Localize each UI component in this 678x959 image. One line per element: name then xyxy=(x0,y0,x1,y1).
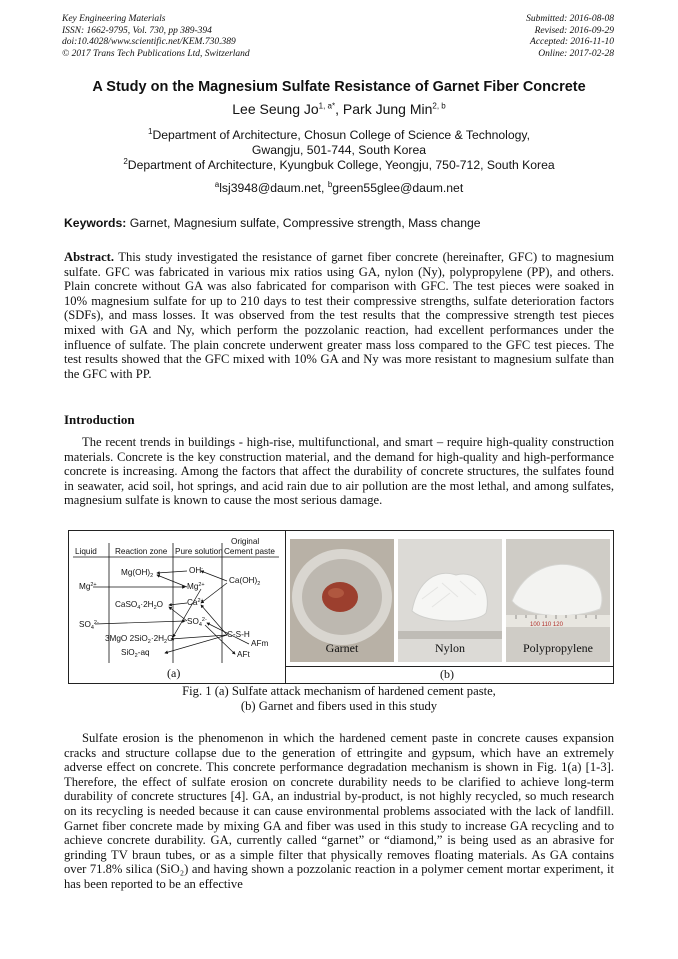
affiliation-1-marker: 1 xyxy=(147,126,153,136)
col-pure-solution: Pure solution xyxy=(175,547,223,556)
affiliation-1-line-2: Gwangju, 501-744, South Korea xyxy=(251,143,427,157)
author-2-marker: 2, b xyxy=(432,101,446,111)
col-original-1: Original xyxy=(231,537,260,546)
photo-nylon xyxy=(398,539,502,662)
photo-garnet xyxy=(290,539,394,662)
affiliation-1-line-1: Department of Architecture, Chosun College of Science & Technology, xyxy=(152,128,531,142)
abstract-label: Abstract. xyxy=(64,250,115,264)
rz-sio2-aq: SiO$_2$-aq xyxy=(121,648,150,659)
col-liquid: Liquid xyxy=(75,547,97,556)
rz-mgoh2: $Mg(OH)_2$ xyxy=(121,568,154,579)
author-emails xyxy=(0,181,678,195)
affiliation-2-marker: 2 xyxy=(123,156,128,166)
introduction-paragraph: The recent trends in buildings - high-rise, multifunctional, and smart – require high-quality construction materials. Concrete is the key construction material, and the demand for high-quality and high-performance concrete is increasing. Among the factors that affect the durability of concrete structures, the sulfates found in seawater, acid soil, hot springs, and acid rain due to air pollution are the most lethal, and among sulfates, magnesium sulfate is known to cause the most serious damage. xyxy=(64,435,614,508)
date-revised: Revised: 2016-09-29 xyxy=(534,25,614,36)
journal-name: Key Engineering Materials xyxy=(62,14,166,24)
keywords xyxy=(64,216,616,230)
photo-label-garnet: Garnet xyxy=(325,641,359,655)
ps-oh: OH- xyxy=(189,566,204,575)
author-1-marker: 1, a* xyxy=(318,101,336,111)
ps-so4: $SO_4^{2-}$ xyxy=(187,617,207,628)
publication-dates xyxy=(526,14,614,60)
body-paragraph-sulfate-erosion: Sulfate erosion is the phenomenon in which the hardened cement paste in concrete causes expansion cracks and structure collapse due to the generation of ettringite and gypsum, which have an extremely adverse effect on concrete. This concrete performance degradation mechanism is shown in Fig. 1(a) [1-3]. Therefore, the effect of sulfate erosion on concrete durability needs to be clarified to achieve long-term durability of concrete structures [4]. GA, an industrial by-product, is not highly recycled, so much research on its recycling is needed because it can cause environmental problems associated with the lack of landfill. Garnet fiber concrete made by mixing GA and fiber was used in this study to increase GA recycling and to achieve concrete durability. GA, currently called “garnet” or “diamond,” is being used as an abrasive for grinding TV braun tubes, or as a simple filter that physically removes floating materials. As GA contains over 71.8% silica (SiO₂) and having shown a pozzolanic reaction in a polymer cement mortar experiment, it has been reported to be an effective xyxy=(64,731,614,891)
section-heading-introduction: Introduction xyxy=(64,412,135,427)
author-list xyxy=(0,101,678,117)
cp-aft: AFt xyxy=(237,650,250,659)
affiliations xyxy=(0,128,678,173)
ps-ca: $Ca^{2+}$ xyxy=(187,598,204,607)
caption-line-1: Fig. 1 (a) Sulfate attack mechanism of hardened cement paste, xyxy=(182,684,496,698)
col-reaction-zone: Reaction zone xyxy=(115,547,168,556)
cp-csh: C-S-H xyxy=(227,630,250,639)
journal-info xyxy=(62,14,250,60)
affiliation-1 xyxy=(0,128,678,143)
col-original-2: Cement paste xyxy=(224,547,275,556)
author-2: Park Jung Min xyxy=(342,101,433,117)
caption-line-2: (b) Garnet and fibers used in this study xyxy=(240,699,438,713)
figure-1b-label: (b) xyxy=(440,667,454,681)
cp-caoh2: $Ca(OH)_2$ xyxy=(229,576,261,587)
photo-label-polypropylene: Polypropylene xyxy=(523,641,593,655)
photo-polypropylene xyxy=(506,539,610,662)
journal-copyright: © 2017 Trans Tech Publications Ltd, Switzerland xyxy=(62,48,250,59)
figure-1b-materials-photos xyxy=(286,531,613,683)
author-1: Lee Seung Jo xyxy=(232,101,319,117)
cp-afm: AFm xyxy=(251,639,269,648)
affiliation-2-text: Department of Architecture, Kyungbuk College, Yeongju, 750-712, South Korea xyxy=(127,158,555,172)
reaction-diagram xyxy=(69,531,285,683)
email-b: green55glee@daum.net xyxy=(332,181,464,195)
journal-doi: doi:10.4028/www.scientific.net/KEM.730.389 xyxy=(62,37,236,47)
abstract xyxy=(64,250,614,381)
author-separator: , xyxy=(335,101,343,117)
ruler-numbers: 100 110 120 xyxy=(530,622,563,628)
ps-mg: $Mg^{2+}$ xyxy=(187,582,205,591)
liq-mg: $Mg^{2+}$ xyxy=(79,582,97,591)
figure-1-caption xyxy=(0,684,678,714)
liq-so4: $SO_4^{2-}$ xyxy=(79,620,99,631)
keywords-text: Garnet, Magnesium sulfate, Compressive strength, Mass change xyxy=(126,216,481,230)
abstract-text: This study investigated the resistance of garnet fiber concrete (hereinafter, GFC) to magnesium sulfate. GFC was fabricated in various mix ratios using GA, nylon (Ny), polypropylene (PP), and others. Plain concrete without GA was also fabricated for comparison with GFC. The test pieces were soaked in 10% magnesium sulfate for up to 210 days to test their compressive strengths, sulfate deterioration factors (SDFs), and mass losses. It was observed from the test results that the compressive strength test pieces mixed with GA and Ny, which perform the pozzolanic reaction, had excellent performances under the influence of sulfate. The plain concrete underwent greater mass loss compared to the GFC test pieces. The test results showed that the GFC mixed with 10% GA and Ny was more resistant to magnesium sulfate than the GFC with PP. xyxy=(64,250,614,381)
figure-1 xyxy=(68,530,614,684)
keywords-label: Keywords: xyxy=(64,216,127,230)
paper-title: A Study on the Magnesium Sulfate Resistance of Garnet Fiber Concrete xyxy=(92,79,586,95)
rz-mgo-sio2: 3MgO $2SiO_2\cdot 2H_2O$ xyxy=(105,634,174,645)
rz-caso4: $CaSO_4\cdot 2H_2O$ xyxy=(115,600,163,611)
photo-label-nylon: Nylon xyxy=(435,641,465,655)
figure-1a-label: (a) xyxy=(167,666,181,680)
date-accepted: Accepted: 2016-11-10 xyxy=(530,37,614,47)
affiliation-2 xyxy=(0,158,678,173)
email-a: lsj3948@daum.net, xyxy=(219,181,328,195)
date-submitted: Submitted: 2016-08-08 xyxy=(526,14,614,24)
email-a-marker: a xyxy=(214,179,220,189)
journal-issn: ISSN: 1662-9795, Vol. 730, pp 389-394 xyxy=(62,25,212,36)
figure-1a-sulfate-attack-diagram xyxy=(69,531,286,683)
date-online: Online: 2017-02-28 xyxy=(538,48,614,59)
email-b-marker: b xyxy=(327,179,333,189)
